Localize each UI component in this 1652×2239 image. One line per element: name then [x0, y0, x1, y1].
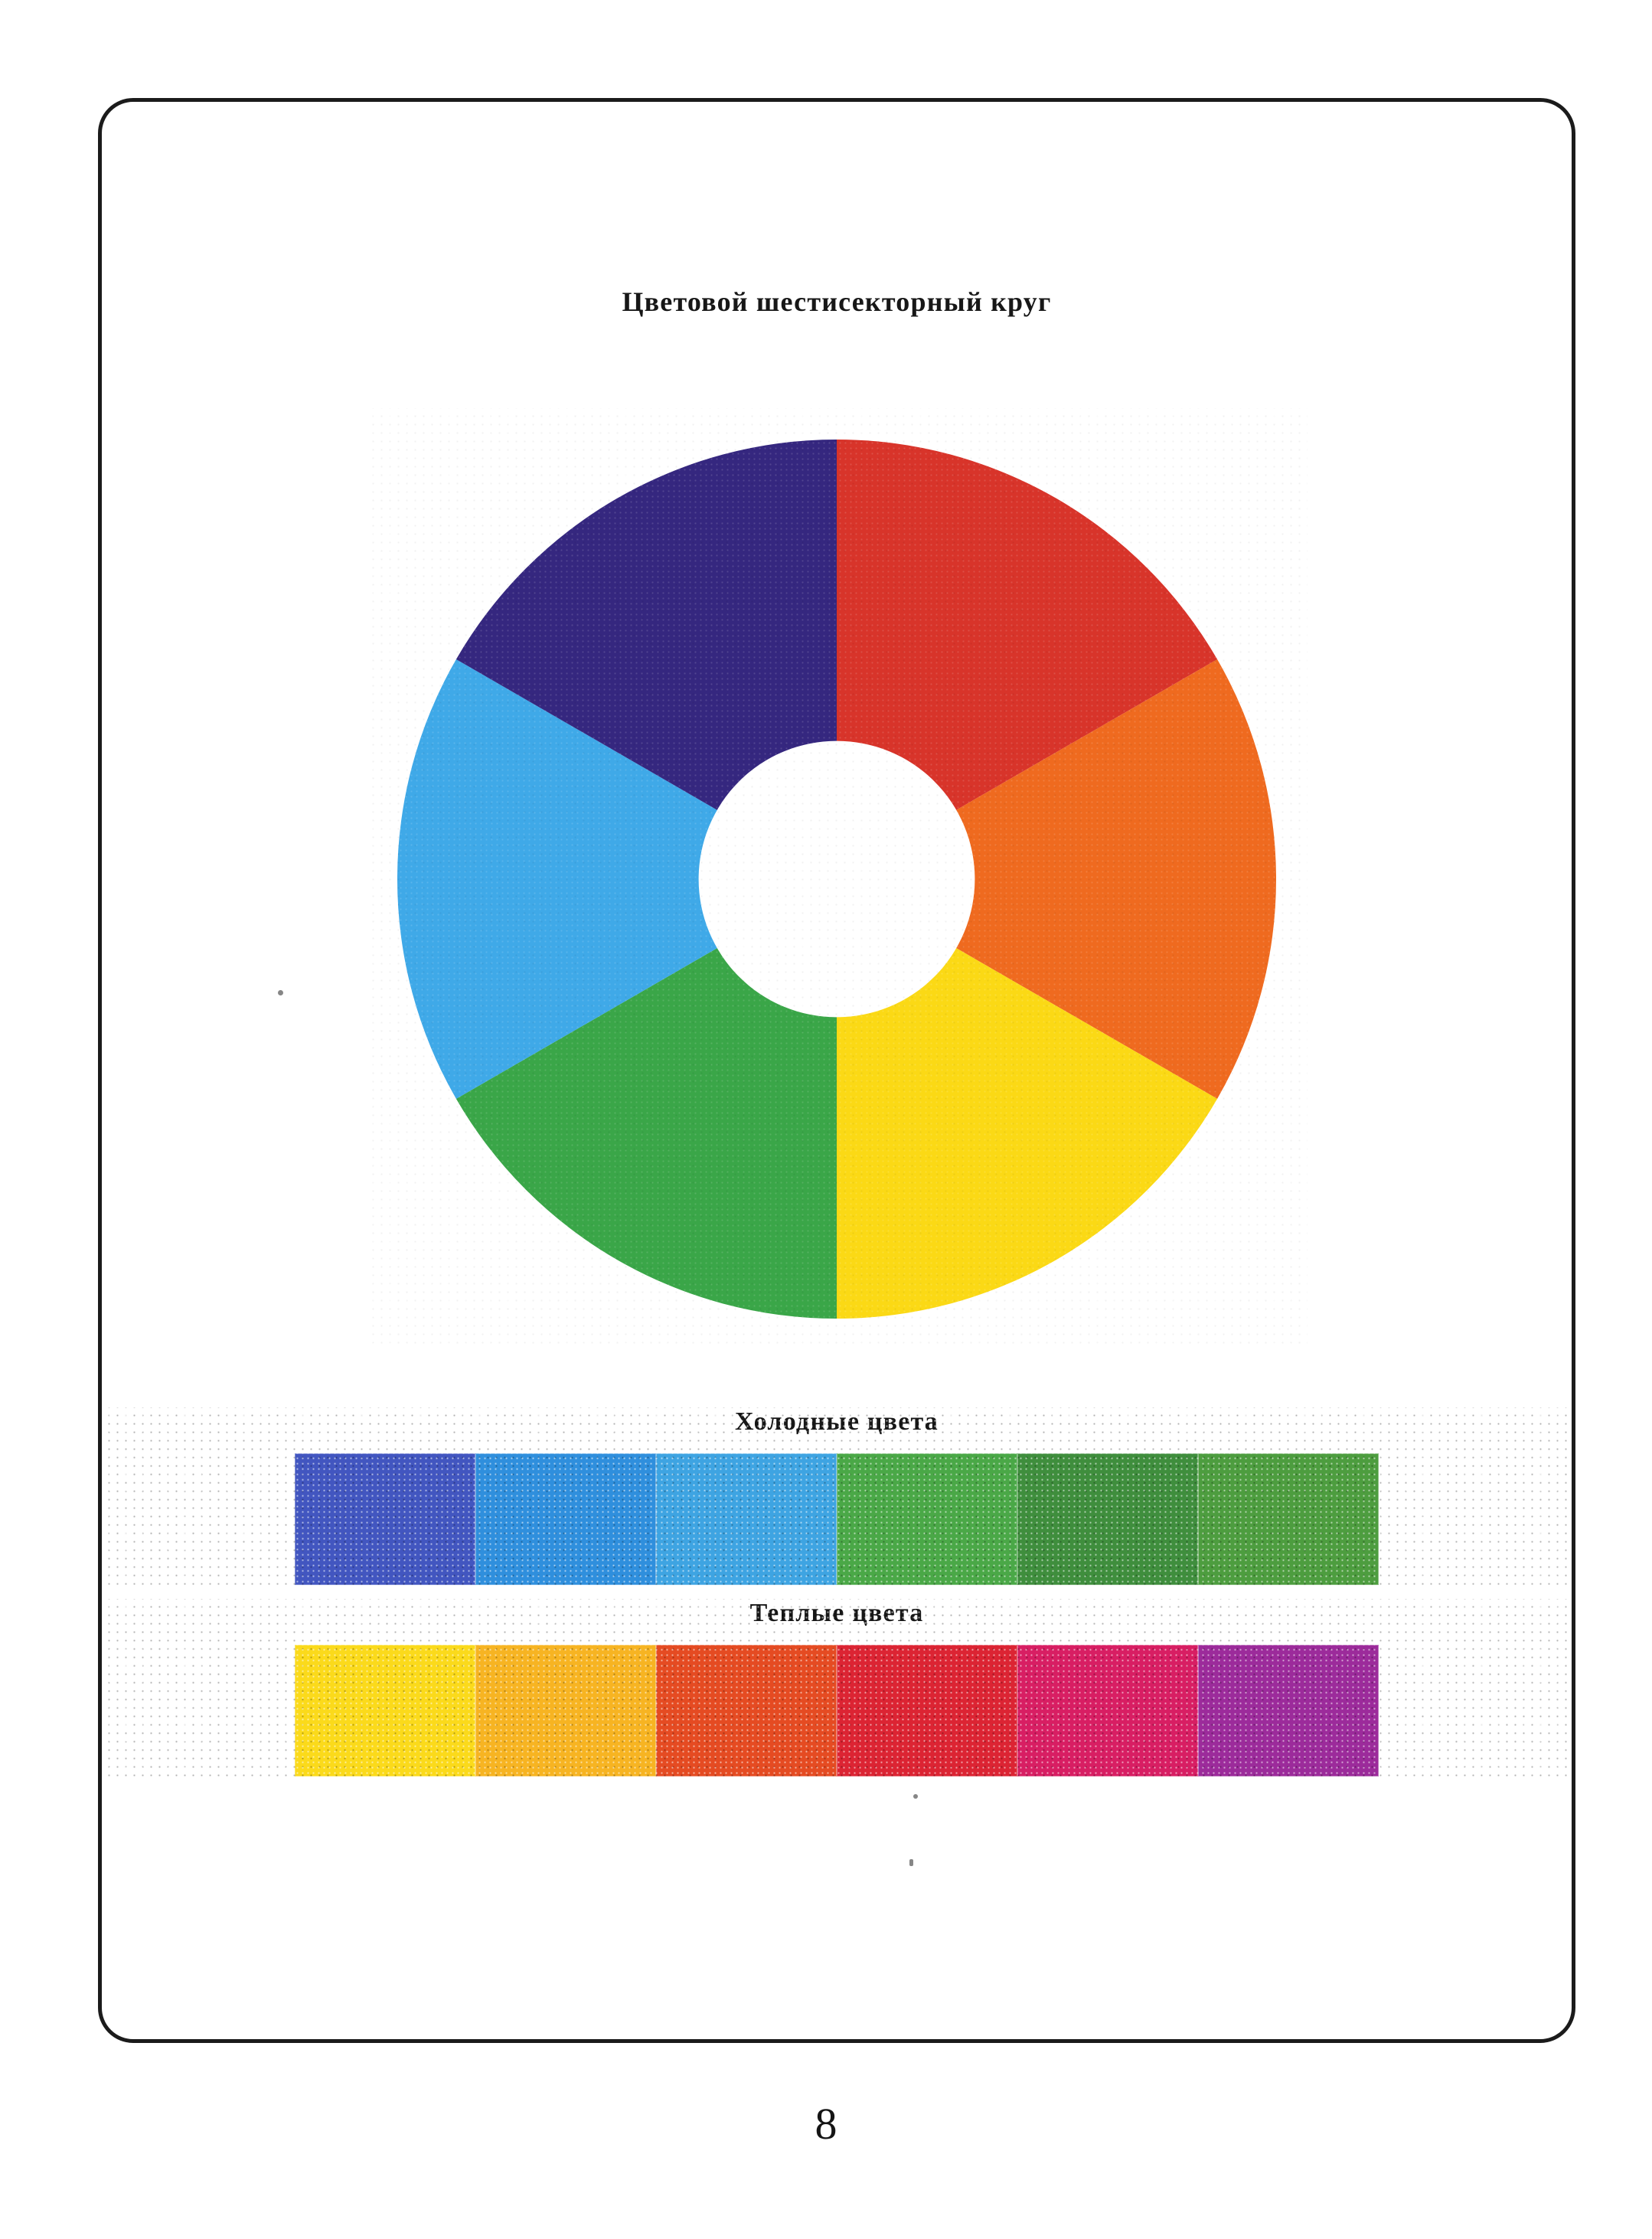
color-wheel: [366, 408, 1308, 1350]
scan-speck: [913, 1794, 918, 1799]
cool-swatch-0: [295, 1453, 475, 1585]
cool-colors-title: Холодные цвета: [734, 1407, 939, 1436]
cool-swatch-2: [656, 1453, 837, 1585]
cool-swatch-3: [837, 1453, 1017, 1585]
scan-speck: [278, 990, 283, 995]
warm-colors-row: [102, 1645, 1572, 1776]
warm-swatch-3: [837, 1645, 1017, 1776]
warm-swatch-4: [1017, 1645, 1198, 1776]
wheel-hub: [699, 741, 975, 1018]
warm-colors-group: [102, 1599, 1572, 1776]
scan-speck: [909, 1859, 913, 1866]
warm-swatch-2: [656, 1645, 837, 1776]
warm-colors-title: Теплые цвета: [749, 1599, 924, 1627]
color-wheel-figure: [366, 408, 1308, 1373]
cool-swatch-4: [1017, 1453, 1198, 1585]
wheel-title: Цветовой шестисекторный круг: [622, 286, 1052, 317]
cool-swatch-5: [1198, 1453, 1379, 1585]
page-number: 8: [815, 2099, 837, 2149]
color-wheel-svg: [366, 408, 1308, 1350]
cool-colors-row: [102, 1453, 1572, 1585]
warm-swatch-0: [295, 1645, 475, 1776]
warm-swatch-1: [475, 1645, 656, 1776]
cool-swatch-1: [475, 1453, 656, 1585]
warm-swatch-5: [1198, 1645, 1379, 1776]
page-frame: [98, 98, 1575, 2043]
cool-colors-group: [102, 1407, 1572, 1585]
